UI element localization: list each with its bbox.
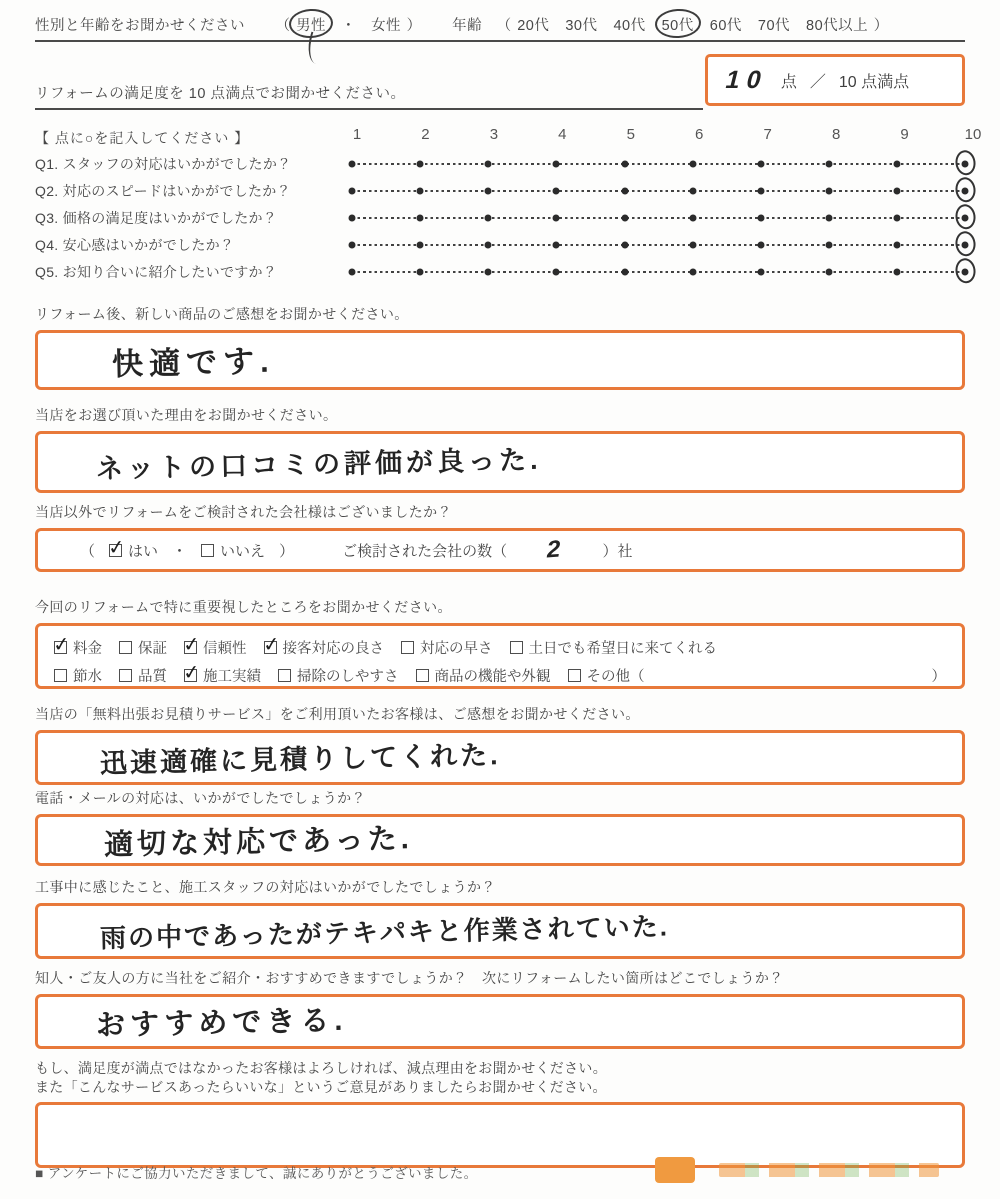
rating-question: Q4. 安心感はいかがでしたか？ xyxy=(35,236,235,253)
competitors-yes-label: はい xyxy=(128,542,159,560)
estimate-section xyxy=(35,705,965,785)
rating-dot xyxy=(553,187,560,194)
ratings-section xyxy=(35,126,982,285)
deduction-question-line2: また「こんなサービスあったらいいな」というご意見がありましたらお聞かせください。 xyxy=(35,1079,607,1095)
gender-option-female: 女性 xyxy=(371,18,402,34)
construction-question: 工事中に感じたこと、施工スタッフの対応はいかがでしたでしょうか？ xyxy=(35,879,496,895)
rating-dot xyxy=(485,187,492,194)
rating-dot-selected xyxy=(962,187,969,194)
score-separator: ／ xyxy=(809,73,826,91)
score-section xyxy=(35,54,965,112)
contact-question: 電話・メールの対応は、いかがでしたでしょうか？ xyxy=(35,790,366,806)
rating-dotline xyxy=(352,266,965,278)
deduction-section xyxy=(35,1059,965,1168)
priorities-section xyxy=(35,598,965,689)
rating-dot xyxy=(825,268,832,275)
rating-dot xyxy=(893,214,900,221)
priority-checkbox xyxy=(184,637,247,658)
score-value-handwritten: 10 xyxy=(722,65,772,94)
rating-question: Q1. スタッフの対応はいかがでしたか？ xyxy=(35,155,292,172)
rating-dot xyxy=(553,160,560,167)
checkbox-square xyxy=(510,641,523,654)
priority-label: 料金 xyxy=(73,640,102,657)
rating-dot xyxy=(621,214,628,221)
rating-row xyxy=(35,258,965,285)
impressions-answer-handwritten: 快適です. xyxy=(111,343,276,382)
priority-checkbox xyxy=(54,665,102,686)
age-option: 40代 xyxy=(613,18,646,34)
profile-question: 性別と年齢をお聞かせください xyxy=(35,18,245,34)
rating-dot xyxy=(689,241,696,248)
checkbox-square xyxy=(568,669,581,682)
rating-dot xyxy=(893,160,900,167)
priority-label: その他（ xyxy=(586,668,645,685)
rating-dot xyxy=(893,187,900,194)
rating-dotline xyxy=(352,158,965,170)
checkbox-square xyxy=(119,641,132,654)
rating-dotline xyxy=(352,185,965,197)
footer-thanks-text: ■ アンケートにご協力いただきまして、誠にありがとうございました。 xyxy=(35,1166,478,1181)
competitors-question: 当店以外でリフォームをご検討された会社様はございましたか？ xyxy=(35,504,452,520)
rating-question: Q5. お知り合いに紹介したいですか？ xyxy=(35,263,278,280)
rating-dot xyxy=(825,241,832,248)
contact-answer-box xyxy=(35,814,965,866)
age-option: 70代 xyxy=(757,18,791,34)
rating-dot xyxy=(553,214,560,221)
rating-dot xyxy=(485,160,492,167)
rating-row xyxy=(35,231,965,258)
rating-scale xyxy=(352,126,982,146)
reason-question: 当店をお選び頂いた理由をお聞かせください。 xyxy=(35,407,338,423)
competitors-answer-row xyxy=(38,536,962,564)
divider xyxy=(35,108,703,110)
priority-label: 対応の早さ xyxy=(420,640,493,657)
rating-dot xyxy=(825,214,832,221)
reason-section xyxy=(35,406,965,493)
competitors-no-label: いいえ xyxy=(220,542,266,560)
priority-label: 商品の機能や外観 xyxy=(434,668,551,685)
profile-section xyxy=(35,14,965,42)
score-max: 10 点満点 xyxy=(838,73,910,91)
priority-checkbox xyxy=(54,637,102,658)
priority-checkbox xyxy=(184,665,261,686)
ratings-instruction: 【 点に○を記入してください 】 xyxy=(35,130,250,146)
competitors-paren-close: ） xyxy=(279,542,295,560)
rating-dot xyxy=(893,241,900,248)
age-option: 50代 xyxy=(661,14,695,35)
age-option: 60代 xyxy=(709,18,742,34)
rating-dot xyxy=(417,268,424,275)
ratings-header xyxy=(35,126,982,150)
gender-options xyxy=(295,14,402,35)
competitors-count-label: ご検討された会社の数（ xyxy=(342,542,508,560)
impressions-answer-box xyxy=(35,330,965,390)
gender-separator: ・ xyxy=(341,18,357,34)
scale-number: 1 xyxy=(352,126,362,143)
age-option: 20代 xyxy=(517,18,550,34)
rating-row xyxy=(35,177,965,204)
rating-dot xyxy=(757,214,764,221)
impressions-question: リフォーム後、新しい商品のご感想をお聞かせください。 xyxy=(35,306,409,322)
rating-dot xyxy=(689,160,696,167)
contact-section xyxy=(35,789,965,866)
construction-answer-handwritten: 雨の中であったがテキパキと作業されていた. xyxy=(99,910,670,953)
checkbox-square xyxy=(119,669,132,682)
score-question: リフォームの満足度を 10 点満点でお聞かせください。 xyxy=(35,86,406,102)
rating-dot xyxy=(621,268,628,275)
company-logo-text xyxy=(719,1163,939,1177)
priority-checkbox xyxy=(401,637,493,658)
rating-dot xyxy=(417,241,424,248)
scale-number: 8 xyxy=(831,126,841,143)
construction-answer-box xyxy=(35,903,965,959)
age-label: 年齢 xyxy=(452,18,483,34)
rating-dotline xyxy=(352,239,965,251)
rating-dot xyxy=(621,160,628,167)
estimate-answer-handwritten: 迅速適確に見積りしてくれた. xyxy=(99,740,501,779)
rating-dot xyxy=(349,214,356,221)
rating-dot xyxy=(349,241,356,248)
contact-answer-handwritten: 適切な対応であった. xyxy=(103,822,414,862)
rating-question: Q3. 価格の満足度はいかがでしたか？ xyxy=(35,209,278,226)
scale-number: 9 xyxy=(900,126,909,143)
rating-dot-selected xyxy=(962,214,969,221)
priority-checkbox xyxy=(416,665,551,686)
reason-answer-handwritten: ネットの口コミの評価が良った. xyxy=(95,444,542,484)
rating-dot-selected xyxy=(962,241,969,248)
checkbox-square xyxy=(278,669,291,682)
rating-dot xyxy=(757,160,764,167)
priorities-row-2 xyxy=(54,661,946,689)
scale-number: 2 xyxy=(421,126,430,143)
rating-dot xyxy=(349,268,356,275)
age-paren-open: （ xyxy=(496,18,512,34)
divider xyxy=(35,40,965,42)
priority-checkbox xyxy=(278,665,399,686)
checkbox-square xyxy=(184,669,197,682)
recommend-answer-handwritten: おすすめできる. xyxy=(95,1004,348,1043)
rating-dot xyxy=(689,187,696,194)
priorities-other-close-paren: ） xyxy=(931,668,946,685)
rating-dot xyxy=(417,214,424,221)
checkbox-square xyxy=(401,641,414,654)
competitors-section xyxy=(35,503,965,572)
deduction-question-line1: もし、満足度が満点ではなかったお客様はよろしければ、減点理由をお聞かせください。 xyxy=(35,1060,607,1076)
competitors-separator: ・ xyxy=(172,542,188,560)
rating-dot xyxy=(757,187,764,194)
scale-number: 4 xyxy=(558,126,567,143)
scale-number: 10 xyxy=(964,126,982,143)
checkbox-square xyxy=(264,641,277,654)
construction-section xyxy=(35,878,965,959)
rating-dot xyxy=(485,268,492,275)
score-unit: 点 xyxy=(780,73,797,91)
age-options xyxy=(516,14,869,35)
rating-dot xyxy=(485,214,492,221)
rating-dot xyxy=(621,187,628,194)
priority-label: 接客対応の良さ xyxy=(282,640,384,657)
priority-label: 品質 xyxy=(138,668,167,685)
rating-dot xyxy=(689,214,696,221)
scale-number: 7 xyxy=(763,126,772,143)
recommend-answer-box xyxy=(35,994,965,1049)
priority-checkbox xyxy=(510,637,718,658)
priority-label: 保証 xyxy=(138,640,167,657)
competitors-no-checkbox xyxy=(201,540,265,561)
competitors-answer-box xyxy=(35,528,965,572)
gender-paren-open: （ xyxy=(275,18,291,34)
scale-number: 5 xyxy=(626,126,635,143)
estimate-question: 当店の「無料出張お見積りサービス」をご利用頂いたお客様は、ご感想をお聞かせください。 xyxy=(35,706,640,722)
checkbox-square xyxy=(54,641,67,654)
priorities-answer-box xyxy=(35,623,965,689)
profile-line xyxy=(35,14,965,40)
checkbox-square xyxy=(184,641,197,654)
rating-dot xyxy=(349,160,356,167)
scale-number: 6 xyxy=(695,126,704,143)
checkbox-square xyxy=(201,544,214,557)
checkbox-square xyxy=(54,669,67,682)
priority-label: 節水 xyxy=(73,668,102,685)
rating-dot xyxy=(417,187,424,194)
age-option: 80代以上 xyxy=(806,18,869,34)
competitors-count-suffix: ）社 xyxy=(602,542,633,560)
scale-number: 3 xyxy=(489,126,499,143)
company-logo-icon xyxy=(655,1157,695,1183)
rating-dot xyxy=(553,241,560,248)
priority-label: 掃除のしやすさ xyxy=(297,668,399,685)
rating-row xyxy=(35,204,965,231)
priority-label: 施工実績 xyxy=(203,668,261,685)
priority-label: 土日でも希望日に来てくれる xyxy=(528,640,717,657)
rating-dot xyxy=(893,268,900,275)
recommend-section xyxy=(35,969,965,1049)
priorities-row-1 xyxy=(54,633,946,661)
impressions-section xyxy=(35,305,965,390)
rating-dot xyxy=(621,241,628,248)
rating-dot-selected xyxy=(962,160,969,167)
rating-dot xyxy=(689,268,696,275)
priority-checkbox xyxy=(264,637,385,658)
competitors-count-handwritten: 2 xyxy=(545,535,565,564)
rating-dot xyxy=(825,187,832,194)
estimate-answer-box xyxy=(35,730,965,785)
rating-dot-selected xyxy=(962,268,969,275)
gender-option-male: 男性 xyxy=(295,14,327,35)
age-option: 30代 xyxy=(565,18,598,34)
priority-label: 信頼性 xyxy=(203,640,247,657)
gender-paren-close: ） xyxy=(406,18,422,34)
rating-dot xyxy=(417,160,424,167)
rating-dot xyxy=(757,268,764,275)
checkbox-square xyxy=(416,669,429,682)
score-box xyxy=(705,54,965,106)
age-paren-close: ） xyxy=(873,18,889,34)
reason-answer-box xyxy=(35,431,965,493)
rating-dot xyxy=(757,241,764,248)
rating-dot xyxy=(485,241,492,248)
priorities-question: 今回のリフォームで特に重要視したところをお聞かせください。 xyxy=(35,599,452,615)
rating-dot xyxy=(553,268,560,275)
priority-checkbox xyxy=(119,665,167,686)
rating-dot xyxy=(825,160,832,167)
rating-dot xyxy=(349,187,356,194)
footer-strip xyxy=(35,1159,965,1199)
rating-question: Q2. 対応のスピードはいかがでしたか？ xyxy=(35,182,291,199)
recommend-question: 知人・ご友人の方に当社をご紹介・おすすめできますでしょうか？ 次にリフォームしたい箇所はどこでしょうか？ xyxy=(35,970,784,986)
checkbox-square xyxy=(109,544,122,557)
rating-dotline xyxy=(352,212,965,224)
priority-checkbox xyxy=(119,637,167,658)
competitors-paren-open: （ xyxy=(80,542,96,560)
competitors-yes-checkbox xyxy=(109,540,158,561)
rating-row xyxy=(35,150,965,177)
priority-checkbox xyxy=(568,665,645,686)
